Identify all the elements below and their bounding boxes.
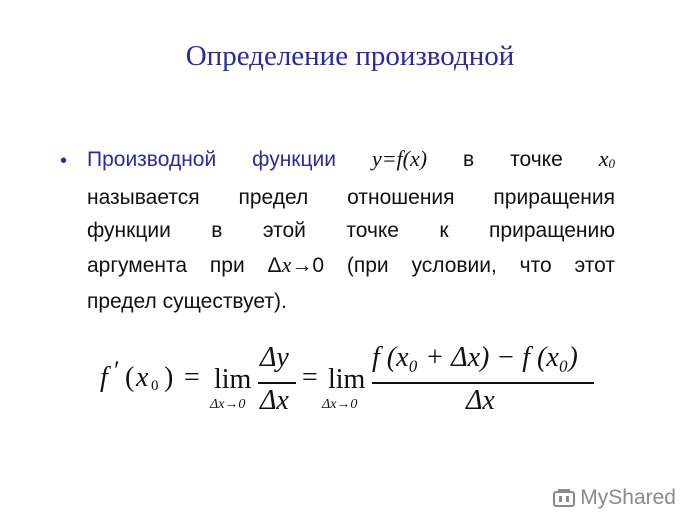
fraction-1-bar: [258, 382, 296, 384]
point-variable: x: [598, 146, 609, 171]
paragraph-line-4: [87, 248, 615, 283]
fraction-2-numerator: f (x₀ + Δx) − f (x₀): [372, 342, 578, 373]
lhs-open-paren: (: [125, 362, 135, 393]
equals-sign-2: =: [302, 362, 318, 393]
watermark: [553, 486, 676, 510]
myshared-logo-icon: [553, 488, 575, 508]
function-expression: y=f(x): [371, 146, 428, 171]
lim-1: lim: [214, 364, 252, 395]
lhs-x: x: [136, 362, 149, 393]
line4-start: аргумента при: [87, 253, 245, 277]
at-point-text: в точке: [463, 148, 563, 171]
lim-2-subscript: Δx→0: [322, 397, 358, 412]
arrow-symbol: →: [291, 253, 313, 277]
lhs-close-paren: ): [164, 362, 174, 393]
delta-variable: x: [281, 251, 292, 277]
lim-1-subscript: Δx→0: [210, 397, 246, 412]
lim-2: lim: [328, 364, 366, 395]
line4-end: (при условии, что этот: [346, 253, 615, 277]
point-subscript: 0: [608, 156, 615, 171]
lead-text: Производной функции: [87, 148, 336, 171]
paragraph-line-5: предел существует).: [87, 290, 287, 313]
page-title: Определение производной: [185, 40, 515, 72]
lhs-prime: ′: [114, 356, 120, 385]
watermark-text: MyShared: [580, 486, 676, 509]
equals-sign-1: =: [184, 362, 200, 393]
bullet-dot: •: [60, 150, 68, 172]
paragraph-line-1: [87, 142, 615, 181]
definition-paragraph: [87, 142, 615, 319]
lhs-f: f: [100, 362, 108, 393]
fraction-1-numerator: Δy: [260, 342, 289, 373]
delta-symbol: Δ: [267, 253, 282, 277]
paragraph-line-3: функции в этой точке к приращению: [87, 219, 615, 242]
fraction-1-denominator: Δx: [260, 385, 289, 416]
fraction-2-denominator: Δx: [466, 385, 495, 416]
zero-value: 0: [312, 253, 325, 277]
paragraph-line-2: называется предел отношения приращения: [87, 185, 615, 209]
fraction-2-bar: [372, 382, 594, 384]
lhs-subscript: 0: [151, 378, 159, 394]
